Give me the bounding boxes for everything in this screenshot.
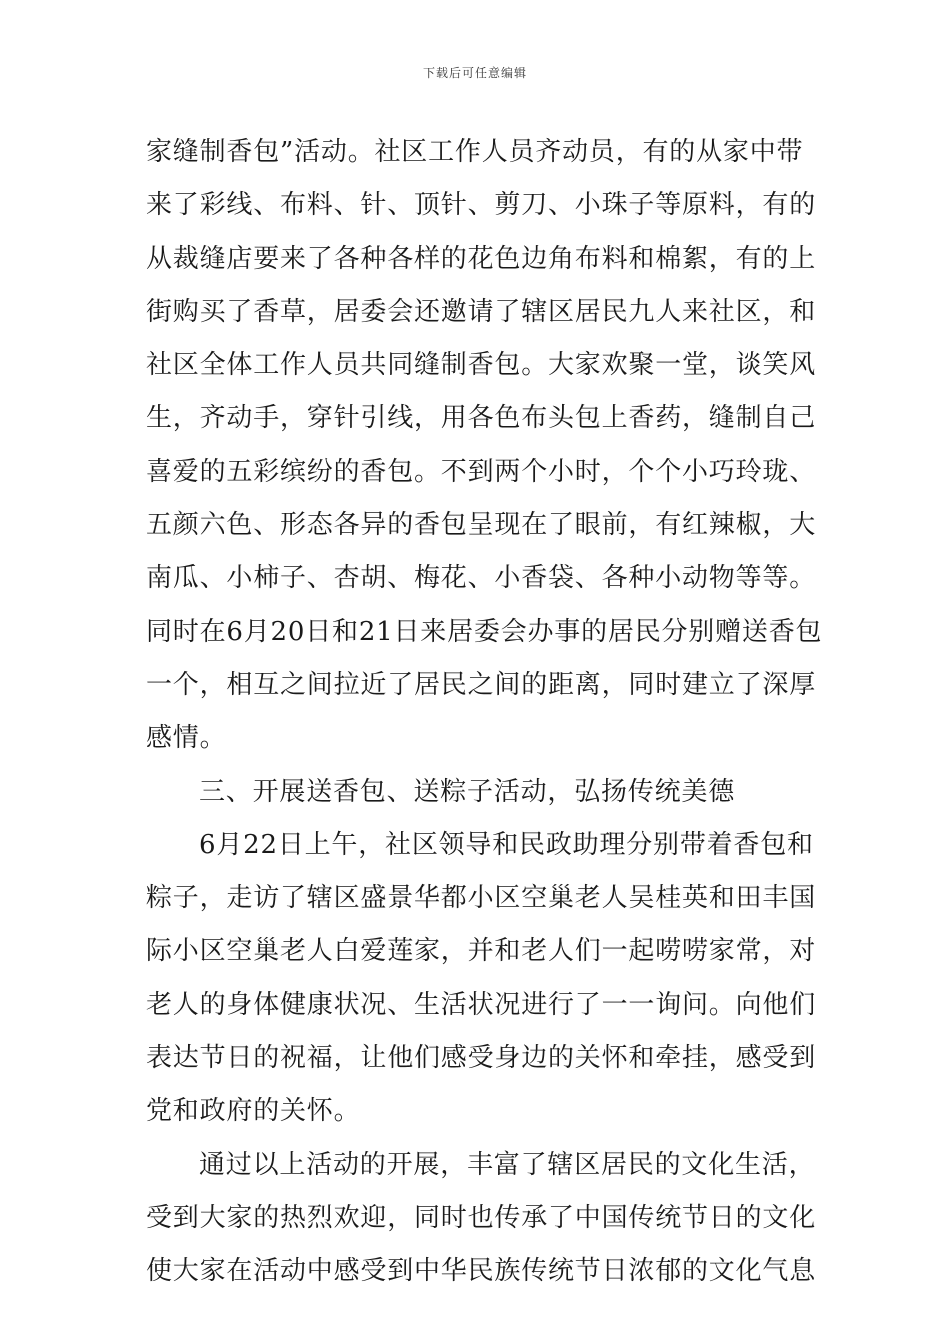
text-line: 受到大家的热烈欢迎，同时也传承了中国传统节日的文化 [146,1202,817,1233]
text-line: 生，齐动手，穿针引线，用各色布头包上香药，缝制自己 [146,403,817,434]
text-line: 家缝制香包”活动。社区工作人员齐动员，有的从家中带 [146,137,804,167]
text-line: 喜爱的五彩缤纷的香包。不到两个小时，个个小巧玲珑、 [146,456,817,487]
text-line: 来了彩线、布料、针、顶针、剪刀、小珠子等原料，有的 [146,190,817,221]
text-line: 南瓜、小柿子、杏胡、梅花、小香袋、各种小动物等等。 [146,563,817,594]
text-line: 6月22日上午，社区领导和民政助理分别带着香包和 [199,829,814,860]
text-line: 五颜六色、形态各异的香包呈现在了眼前，有红辣椒，大 [146,510,817,541]
text-line: 社区全体工作人员共同缝制香包。大家欢聚一堂，谈笑风 [146,350,817,381]
text-line: 党和政府的关怀。 [146,1096,361,1127]
text-line: 际小区空巢老人白爱莲家，并和老人们一起唠唠家常，对 [146,936,817,967]
text-line: 粽子，走访了辖区盛景华都小区空巢老人吴桂英和田丰国 [146,883,817,914]
text-line: 街购买了香草，居委会还邀请了辖区居民九人来社区，和 [146,296,817,327]
text-line: 老人的身体健康状况、生活状况进行了一一询问。向他们 [146,989,817,1020]
text-line: 使大家在活动中感受到中华民族传统节日浓郁的文化气息 [146,1256,817,1287]
text-line: 同时在6月20日和21日来居委会办事的居民分别赠送香包 [146,616,823,647]
text-line: 感情。 [146,723,227,754]
text-line: 从裁缝店要来了各种各样的花色边角布料和棉絮，有的上 [146,243,817,274]
text-line: 通过以上活动的开展，丰富了辖区居民的文化生活， [199,1149,816,1180]
text-line: 表达节日的祝福，让他们感受身边的关怀和牵挂，感受到 [146,1043,817,1074]
document-body [146,126,823,1299]
text-line: 一个，相互之间拉近了居民之间的距离，同时建立了深厚 [146,669,817,700]
page-header: 下载后可任意编辑 [422,66,527,80]
section-heading: 三、开展送香包、送粽子活动，弘扬传统美德 [199,776,736,807]
